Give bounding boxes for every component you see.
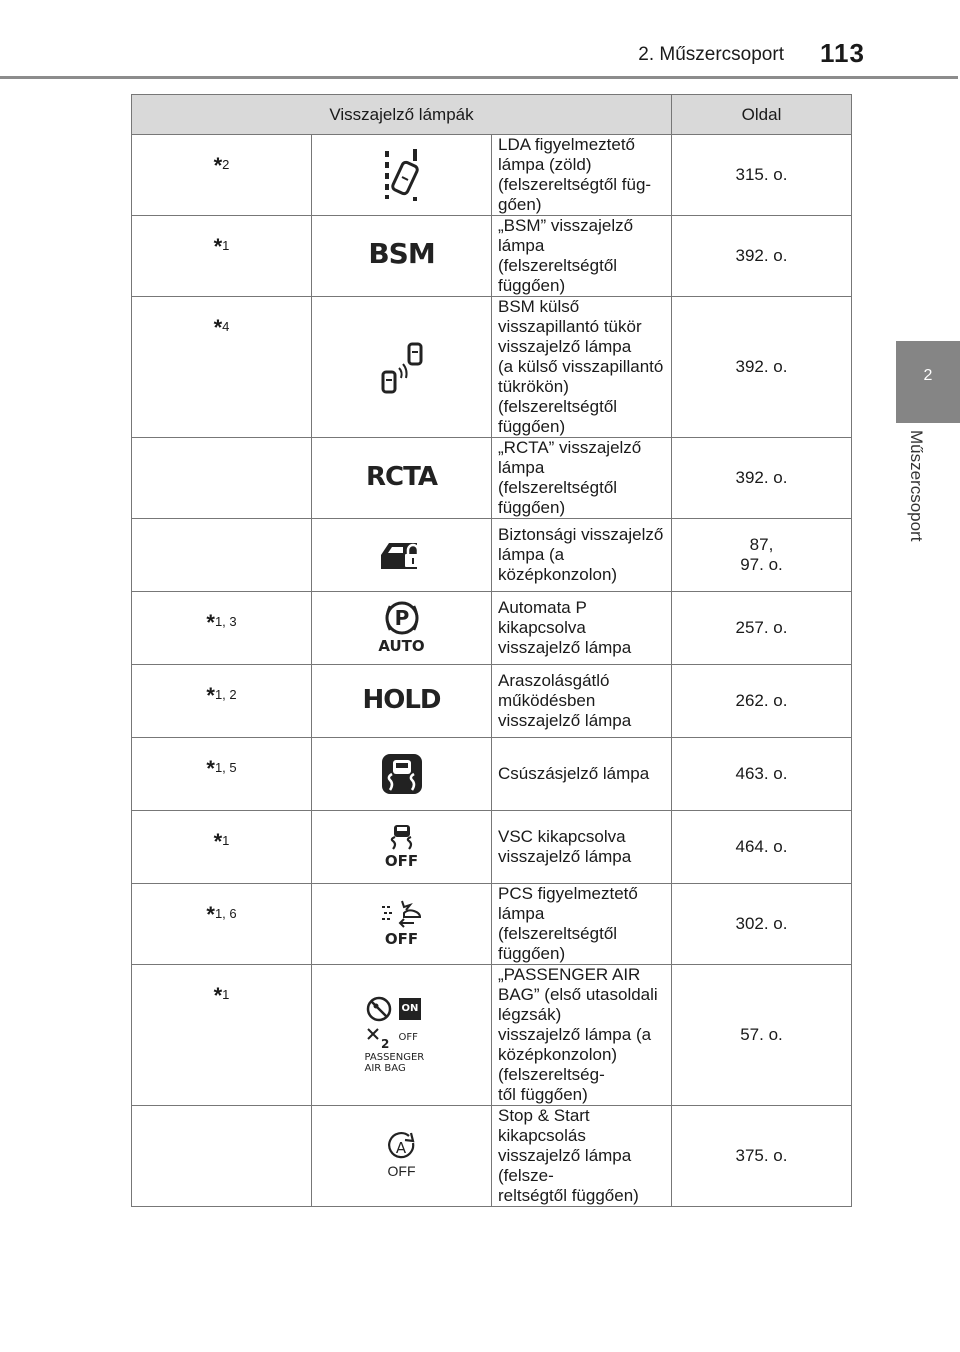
vsc-off-icon: OFF — [312, 811, 492, 884]
table-row — [132, 438, 852, 519]
footnote-mark: *1, 6 — [132, 884, 312, 965]
row-page: 315. o. — [672, 135, 852, 216]
table-row — [132, 738, 852, 811]
header-divider — [0, 76, 958, 79]
auto-p-icon: P AUTO — [312, 592, 492, 665]
chapter-tab-label: Műszercsoport — [907, 430, 926, 542]
row-description: Araszolásgátló működésben visszajelző lámpa — [492, 665, 672, 738]
svg-text:2: 2 — [380, 1037, 389, 1050]
lda-lane-icon — [312, 135, 492, 216]
svg-text:A: A — [395, 1139, 406, 1157]
bsm-mirror-icon — [312, 297, 492, 438]
row-page: 392. o. — [672, 438, 852, 519]
footnote-mark — [132, 519, 312, 592]
row-description: Stop & Start kikapcsolás visszajelző lámpa (felsze- reltségtől függően) — [492, 1106, 672, 1207]
row-description: Automata P kikapcsolva visszajelző lámpa — [492, 592, 672, 665]
svg-text:P: P — [394, 606, 409, 630]
table-row — [132, 665, 852, 738]
footnote-mark: *4 — [132, 297, 312, 438]
row-description: PCS figyelmeztető lámpa (felszereltségtől függően) — [492, 884, 672, 965]
column-header-page: Oldal — [672, 95, 852, 135]
table-row — [132, 135, 852, 216]
table-header-row — [132, 95, 852, 135]
row-page: 57. o. — [672, 965, 852, 1106]
footnote-mark — [132, 438, 312, 519]
table-row — [132, 297, 852, 438]
table-row — [132, 811, 852, 884]
row-page: 464. o. — [672, 811, 852, 884]
row-page: 392. o. — [672, 216, 852, 297]
footnote-mark: *1, 5 — [132, 738, 312, 811]
security-lock-icon — [312, 519, 492, 592]
footnote-mark: *1, 3 — [132, 592, 312, 665]
column-header-lamps: Visszajelző lámpák — [132, 95, 672, 135]
indicator-table — [131, 94, 852, 1207]
hold-icon: HOLD — [312, 665, 492, 738]
row-page: 392. o. — [672, 297, 852, 438]
footnote-mark: *1, 2 — [132, 665, 312, 738]
row-page: 257. o. — [672, 592, 852, 665]
table-row — [132, 1106, 852, 1207]
table-row — [132, 884, 852, 965]
row-description: „BSM” visszajelző lámpa (felszereltségtől függően) — [492, 216, 672, 297]
footnote-mark: *1 — [132, 965, 312, 1106]
row-page: 87, 97. o. — [672, 519, 852, 592]
pcs-off-icon: OFF — [312, 884, 492, 965]
footnote-mark — [132, 1106, 312, 1207]
row-description: VSC kikapcsolva visszajelző lámpa — [492, 811, 672, 884]
row-description: Biztonsági visszajelző lámpa (a középkonzolon) — [492, 519, 672, 592]
table-row — [132, 519, 852, 592]
table-row — [132, 216, 852, 297]
row-page: 375. o. — [672, 1106, 852, 1207]
chapter-tab: 2 — [896, 341, 960, 423]
rcta-icon: RCTA — [312, 438, 492, 519]
row-page: 463. o. — [672, 738, 852, 811]
page-number: 113 — [820, 38, 865, 68]
table-row — [132, 965, 852, 1106]
row-description: „RCTA” visszajelző lámpa (felszereltségtől függően) — [492, 438, 672, 519]
row-description: BSM külső visszapillantó tükör visszajelző lámpa (a külső visszapillantó tükrökön) (felszereltségtől függően) — [492, 297, 672, 438]
slip-icon — [312, 738, 492, 811]
footnote-mark: *1 — [132, 216, 312, 297]
row-description: LDA figyelmeztető lámpa (zöld) (felszereltségtől füg- gően) — [492, 135, 672, 216]
chapter-title: 2. Műszercsoport — [638, 44, 784, 65]
row-page: 262. o. — [672, 665, 852, 738]
stop-start-off-icon: A OFF — [312, 1106, 492, 1207]
table-row — [132, 592, 852, 665]
bsm-icon: BSM — [312, 216, 492, 297]
row-page: 302. o. — [672, 884, 852, 965]
footnote-mark: *2 — [132, 135, 312, 216]
row-description: Csúszásjelző lámpa — [492, 738, 672, 811]
footnote-mark: *1 — [132, 811, 312, 884]
passenger-airbag-icon: ON 2 OFF PASSENGER AIR BAG — [312, 965, 492, 1106]
row-description: „PASSENGER AIR BAG” (első utasoldali légzsák) visszajelző lámpa (a középkonzolon) (felszereltség- től függően) — [492, 965, 672, 1106]
